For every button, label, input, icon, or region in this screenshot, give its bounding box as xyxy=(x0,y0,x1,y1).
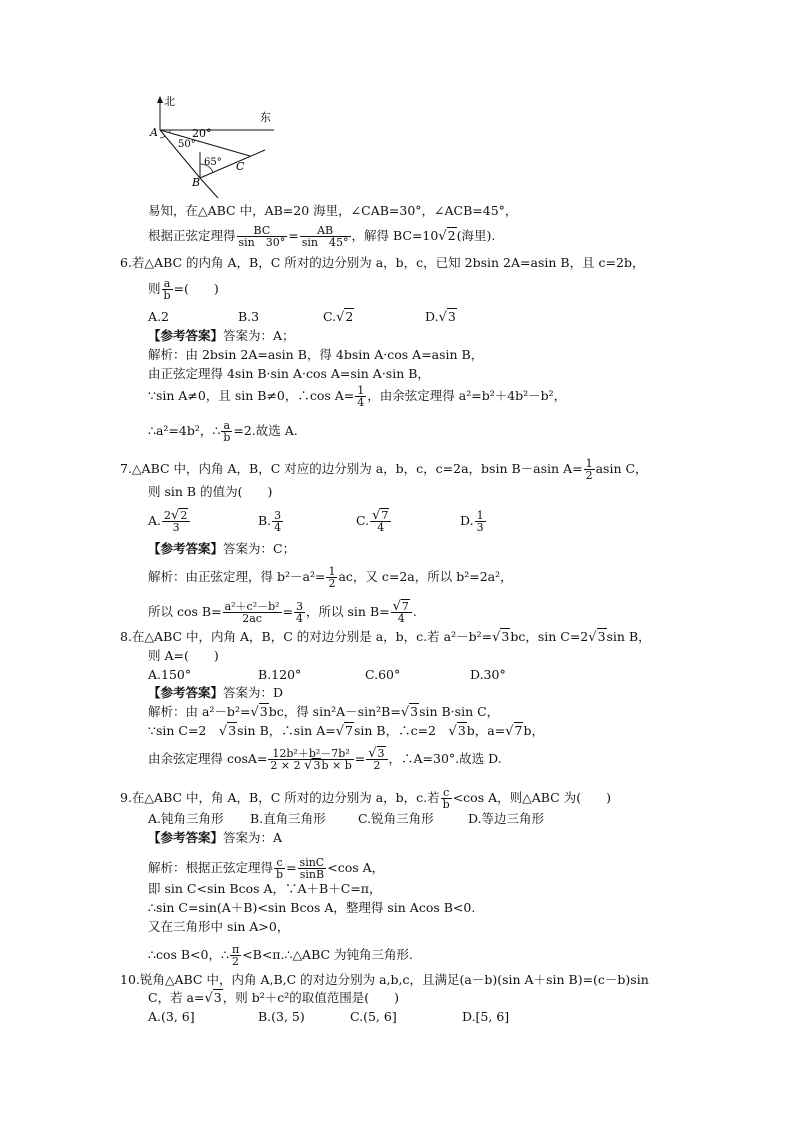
q6-stem: 6.若△ABC 的内角 A，B，C 所对的边分别为 a，b，c，已知 2bsin 2A=asin B，且 c=2b， xyxy=(120,255,645,270)
q9-answer: 【参考答案】答案为：A xyxy=(148,830,283,845)
label-angle-50: 50° xyxy=(178,139,196,150)
q9-solution-1: 解析：根据正弦定理得 $\frac{c}{b}$ = $\frac{\sin C}{\sin B}$ <cos A， xyxy=(148,856,385,881)
label-angle-65: 65° xyxy=(204,157,222,168)
q7-option-c: C. $\frac{√7}{4}$ xyxy=(356,510,392,533)
q10-stem: 10.锐角△ABC 中，内角 A,B,C 的对边分别为 a,b,c，且满足(a－b)(sin A＋sin B)=(c－b)sin xyxy=(120,972,649,987)
q10-option-a: A.(3, 6] xyxy=(148,1009,195,1024)
q8-solution-2: ∵sin C=2 √3sin B，∴sin A=√7sin B，∴c=2 √3b，a=√7b， xyxy=(148,723,544,739)
q9-solution-5: ∴cos B<0，∴ $\frac{\pi}{2}$ <B<π.∴△ABC 为钝角三角形. xyxy=(148,943,414,968)
label-east: 东 xyxy=(260,111,271,124)
q6-solution-1: 解析：由 2bsin 2A=asin B，得 4bsin A·cos A=asin B， xyxy=(148,347,484,362)
q9-option-c: C.锐角三角形 xyxy=(358,811,434,826)
q7-answer: 【参考答案】答案为：C； xyxy=(148,541,296,556)
q7-solution-1: 解析：由正弦定理，得 b²－a²= $\frac{1}{2}$ ac，又 c=2a，所以 b²=2a²， xyxy=(148,565,513,590)
q9-option-b: B.直角三角形 xyxy=(250,811,326,826)
q6-option-b: B.3 xyxy=(238,309,260,324)
q6-option-d: D.√3 xyxy=(425,309,456,325)
q10-stem-2: C，若 a=√3，则 b²＋c²的取值范围是( ) xyxy=(148,990,399,1006)
q10-option-c: C.(5, 6] xyxy=(350,1009,397,1024)
q6-stem-2: 则 $\frac{a}{b}$ =( ) xyxy=(148,277,219,302)
q8-solution-1: 解析：由 a²－b²=√3bc，得 sin²A－sin²B=√3sin B·sin C， xyxy=(148,704,500,720)
q9-solution-3: ∴sin C=sin(A＋B)<sin Bcos A，整理得 sin Acos B<0. xyxy=(148,900,476,915)
q8-option-d: D.30° xyxy=(470,667,506,682)
label-c: C xyxy=(236,160,245,173)
q8-option-c: C.60° xyxy=(365,667,401,682)
q8-answer: 【参考答案】答案为：D xyxy=(148,685,284,700)
q9-stem: 9.在△ABC 中，角 A，B，C 所对的边分别为 a，b，c.若 $\frac{c}{b}$ <cos A，则△ABC 为( ) xyxy=(120,786,611,811)
q8-solution-3: 由余弦定理得 cosA= $\frac{\text{12b²＋b²－7b²}}{2 \times 2 √3b \times b}$ = $\frac{√3}{2}$ ，∴A=30°.故选 D. xyxy=(148,746,502,773)
label-b: B xyxy=(192,176,201,189)
q9-solution-2: 即 sin C<sin Bcos A，∵A＋B＋C=π， xyxy=(148,881,382,896)
q9-option-a: A.钝角三角形 xyxy=(148,811,224,826)
q8-option-b: B.120° xyxy=(258,667,302,682)
q6-solution-2: 由正弦定理得 4sin B·sin A·cos A=sin A·sin B， xyxy=(148,366,430,381)
q8-option-a: A.150° xyxy=(148,667,192,682)
bearing-diagram xyxy=(140,92,280,202)
q10-option-d: D.[5, 6] xyxy=(462,1009,510,1024)
q7-option-d: D. $\frac{1}{3}$ xyxy=(460,509,484,534)
q7-stem-2: 则 sin B 的值为( ) xyxy=(148,484,273,499)
label-north: 北 xyxy=(164,95,175,108)
q8-stem: 8.在△ABC 中，内角 A，B，C 的对边分别是 a，b，c.若 a²－b²=√3bc，sin C=2√3sin B， xyxy=(120,629,651,645)
intro-line-2: 根据正弦定理得 $\frac{BC}{\sin 30^\circ}$ = $\frac{AB}{\sin 45^\circ}$ ，解得 BC=10√2(海里). xyxy=(148,224,496,249)
label-a: A xyxy=(150,126,158,139)
intro-line-1: 易知，在△ABC 中，AB=20 海里，∠CAB=30°，∠ACB=45°， xyxy=(148,203,518,218)
q7-option-b: B. $\frac{3}{4}$ xyxy=(258,509,282,534)
q10-option-b: B.(3, 5) xyxy=(258,1009,305,1024)
q6-solution-3: ∵sin A≠0，且 sin B≠0，∴cos A= $\frac{1}{4}$ ，由余弦定理得 a²=b²＋4b²－b²， xyxy=(148,384,567,409)
q9-option-d: D.等边三角形 xyxy=(468,811,545,826)
q8-stem-2: 则 A=( ) xyxy=(148,648,219,663)
q6-solution-4: ∴a²=4b²，∴ $\frac{a}{b}$ =2.故选 A. xyxy=(148,419,298,444)
q6-option-a: A.2 xyxy=(148,309,169,324)
q6-answer: 【参考答案】答案为：A； xyxy=(148,328,295,343)
q7-stem: 7.△ABC 中，内角 A，B，C 对应的边分别为 a，b，c，c=2a，bsin B－asin A= $\frac{1}{2}$ asin C， xyxy=(120,457,648,482)
q9-solution-4: 又在三角形中 sin A>0， xyxy=(148,919,290,934)
q6-option-c: C.√2 xyxy=(323,309,354,325)
label-angle-20: 20° xyxy=(192,127,212,140)
q7-option-a: A. $\frac{2√2}{3}$ xyxy=(148,510,191,533)
q7-solution-2: 所以 cos B= $\frac{\text{a²＋c²－b²}}{2ac}$ = $\frac{3}{4}$ ，所以 sin B= $\frac{√7}{4}$ . xyxy=(148,599,417,625)
